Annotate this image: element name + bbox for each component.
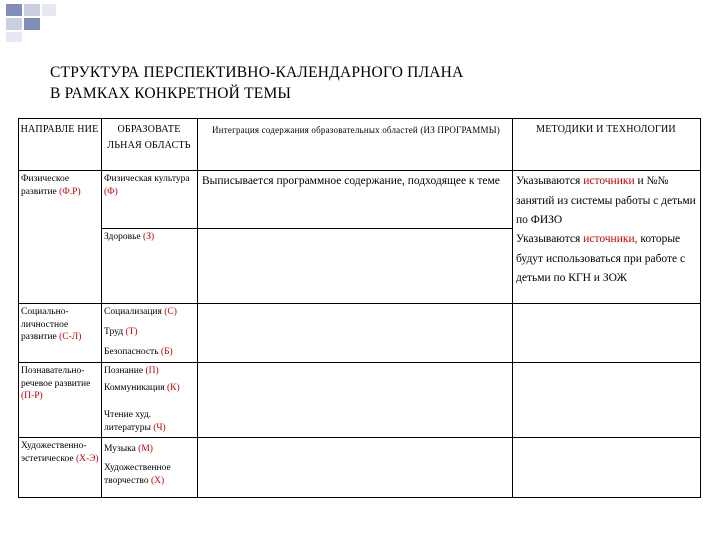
header-area: ОБРАЗОВАТЕ ЛЬНАЯ ОБЛАСТЬ [107, 124, 191, 151]
direction-code: (Х-Э) [75, 453, 99, 464]
methods-text: и №№ занятий из системы работы с детьми по ФИЗО [516, 175, 696, 226]
area-cell [104, 382, 194, 395]
table-border [18, 303, 701, 304]
direction-label: Художественно-эстетическое [21, 441, 87, 464]
table-border [101, 228, 512, 229]
area-code: (М) [138, 444, 153, 454]
table-border [700, 118, 701, 498]
methods-block [516, 230, 698, 289]
header-direction: НАПРАВЛЕ НИЕ [20, 124, 99, 135]
area-cell [104, 365, 194, 378]
area-cell [104, 462, 194, 487]
area-cell [104, 231, 194, 244]
area-code: (Ч) [153, 422, 166, 433]
area-label: Безопасность [104, 347, 159, 357]
area-code: (Х) [150, 475, 165, 486]
area-label: Физическая культура [104, 174, 190, 184]
area-label: Социализация [104, 307, 162, 317]
methods-text: Указываются [516, 233, 584, 245]
title-line-2: В РАМКАХ КОНКРЕТНОЙ ТЕМЫ [50, 85, 292, 102]
area-label: Познание [104, 366, 144, 376]
direction-cell [21, 306, 99, 344]
direction-code: (П-Р) [21, 391, 43, 401]
area-cell [104, 346, 194, 359]
area-label: Музыка [104, 444, 136, 454]
area-cell [104, 173, 194, 198]
methods-block [516, 172, 698, 231]
table-border [18, 497, 701, 498]
area-code: (К) [166, 383, 180, 393]
sources-highlight: источники, [583, 233, 638, 245]
table-border [18, 437, 701, 438]
direction-cell [21, 173, 99, 198]
area-label: Здоровье [104, 232, 141, 242]
direction-code: (Ф.Р) [59, 186, 81, 197]
table-border [18, 170, 701, 171]
area-code: (С) [164, 307, 177, 317]
methods-text: которые будут использоваться при работе с детьми по КГН и ЗОЖ [516, 233, 686, 284]
direction-label: Физическое развитие [21, 174, 70, 197]
area-code: (П) [145, 366, 159, 376]
direction-cell [21, 365, 99, 403]
area-cell [104, 306, 194, 319]
table-border [18, 118, 701, 119]
area-code: (Ф) [104, 186, 118, 197]
area-code: (Б) [160, 347, 173, 357]
area-code: (Т) [125, 327, 138, 337]
table-border [512, 118, 513, 498]
methods-text: Указываются [516, 175, 584, 187]
direction-cell [21, 440, 99, 465]
direction-label: Социально-личностное развитие [21, 307, 69, 342]
title-line-1: СТРУКТУРА ПЕРСПЕКТИВНО-КАЛЕНДАРНОГО ПЛАНА [50, 64, 464, 81]
area-label: Художественное творчество [104, 463, 171, 486]
area-label: Чтение худ. литературы [104, 410, 152, 433]
area-label: Труд [104, 327, 124, 337]
area-cell [104, 409, 194, 434]
table-border [18, 118, 19, 498]
area-cell [104, 443, 194, 456]
area-label: Коммуникация [104, 383, 165, 393]
area-code: (З) [143, 232, 155, 242]
table-border [101, 118, 102, 498]
table-border [18, 362, 701, 363]
header-methods: МЕТОДИКИ И ТЕХНОЛОГИИ [536, 124, 676, 135]
direction-label: Познавательно-речевое развитие [21, 366, 91, 389]
table-border [197, 118, 198, 498]
direction-code: (С-Л) [59, 332, 82, 342]
sources-highlight: источники [583, 175, 635, 187]
integration-text: Выписывается программное содержание, подходящее к теме [202, 175, 500, 187]
area-cell [104, 326, 194, 339]
header-integration: Интеграция содержания образовательных областей (ИЗ ПРОГРАММЫ) [212, 125, 500, 135]
